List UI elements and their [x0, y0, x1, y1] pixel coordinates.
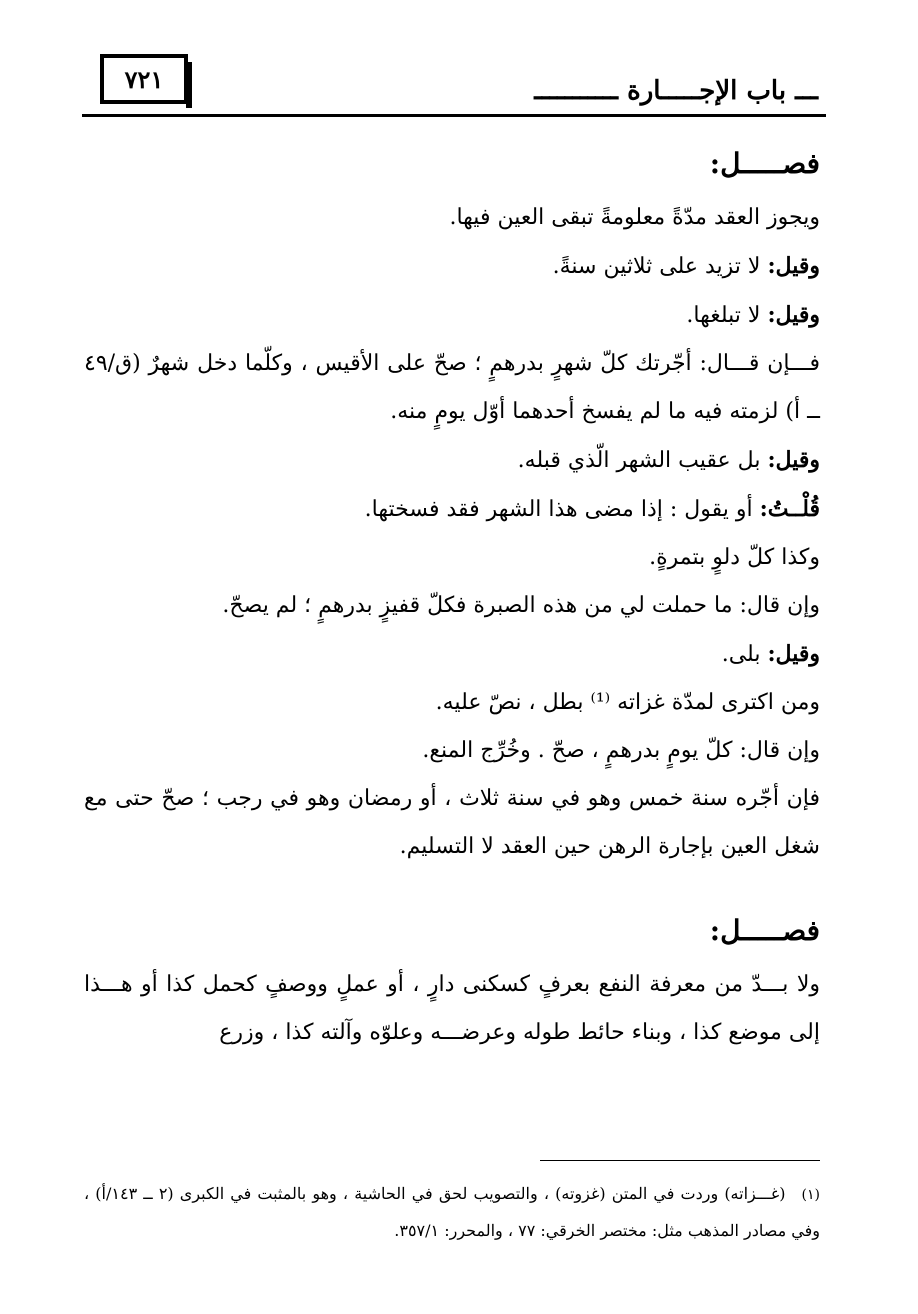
paragraph — [84, 775, 820, 871]
paragraph-text: لا تبلغها. — [686, 303, 768, 328]
paragraph — [84, 582, 820, 630]
paragraph — [84, 679, 820, 727]
paragraph-text: ويجوز العقد مدّةً معلومةً تبقى العين فيها. — [449, 205, 820, 230]
paragraph-text: ومن اكترى لمدّة غزاته ⁽¹⁾ بطل ، نصّ عليه. — [435, 690, 820, 715]
page-number: ٧٢١ — [100, 54, 188, 104]
section-heading: فصـــــل: — [709, 914, 820, 947]
paragraph-text: بلى. — [721, 642, 768, 667]
paragraph — [84, 534, 820, 582]
paragraph-lead: وقيل: — [767, 447, 820, 473]
header-rule — [82, 114, 826, 117]
paragraph-text: بل عقيب الشهر الّذي قبله. — [517, 448, 768, 473]
footnote-rule — [540, 1160, 820, 1161]
paragraph-text: فـــإن قـــال: أجّرتك كلّ شهرٍ بدرهمٍ ؛ صحّ على الأقيس ، وكلّما دخل شهرٌ (ق/٤٩ ــ أ) لزمته فيه ما لم يفسخ أحدهما أوّل يومٍ منه. — [84, 351, 820, 424]
paragraph-text: أو يقول : إذا مضى هذا الشهر فقد فسختها. — [364, 497, 760, 522]
paragraph — [84, 961, 820, 1057]
paragraph — [84, 340, 820, 436]
section-heading: فصـــــل: — [709, 147, 820, 180]
footnote-marker: (١) — [801, 1187, 821, 1203]
paragraph-text: وإن قال: كلّ يومٍ بدرهمٍ ، صحّ . وخُرِّج المنع. — [422, 738, 820, 763]
paragraph-text: وإن قال: ما حملت لي من هذه الصبرة فكلّ قفيزٍ بدرهمٍ ؛ لم يصحّ. — [222, 593, 820, 618]
paragraph — [84, 194, 820, 242]
chapter-title: ـــ باب الإجـــــارة ـــــــــــ — [534, 76, 818, 106]
footnote-text: (غـــزاته) وردت في المتن (غزوته) ، والتصويب لحق في الحاشية ، وهو بالمثبت في الكبرى (٢ ــ ١٤٣/أ) ، وفي مصادر المذهب مثل: مختصر الخرقي: ٧٧ ، والمحرر: ٣٥٧/١. — [84, 1184, 820, 1240]
footnotes — [84, 1176, 820, 1249]
paragraph — [84, 436, 820, 485]
paragraph-text: فإن أجّره سنة خمس وهو في سنة ثلاث ، أو رمضان وهو في رجب ؛ صحّ حتى مع شغل العين بإجارة الرهن حين العقد لا التسليم. — [84, 786, 820, 859]
paragraph — [84, 630, 820, 679]
paragraph — [84, 485, 820, 534]
paragraph — [84, 727, 820, 775]
paragraph-text: لا تزيد على ثلاثين سنةً. — [552, 254, 768, 279]
paragraph-text: ولا بـــدّ من معرفة النفع بعرفٍ كسكنى دارٍ ، أو عملٍ ووصفٍ كحمل كذا أو هـــذا إلى موضع كذا ، وبناء حائط طوله وعرضـــه وعلوّه وآلته كذا ، وزرع — [84, 972, 820, 1045]
paragraph — [84, 242, 820, 291]
paragraph-text: وكذا كلّ دلوٍ بتمرةٍ. — [649, 545, 820, 570]
paragraph-lead: قُلْــتُ: — [759, 496, 820, 522]
paragraph-lead: وقيل: — [767, 302, 820, 328]
paragraph-lead: وقيل: — [767, 253, 820, 279]
paragraph — [84, 291, 820, 340]
body-text — [84, 134, 820, 1057]
footnote — [84, 1176, 820, 1249]
paragraph-lead: وقيل: — [767, 641, 820, 667]
